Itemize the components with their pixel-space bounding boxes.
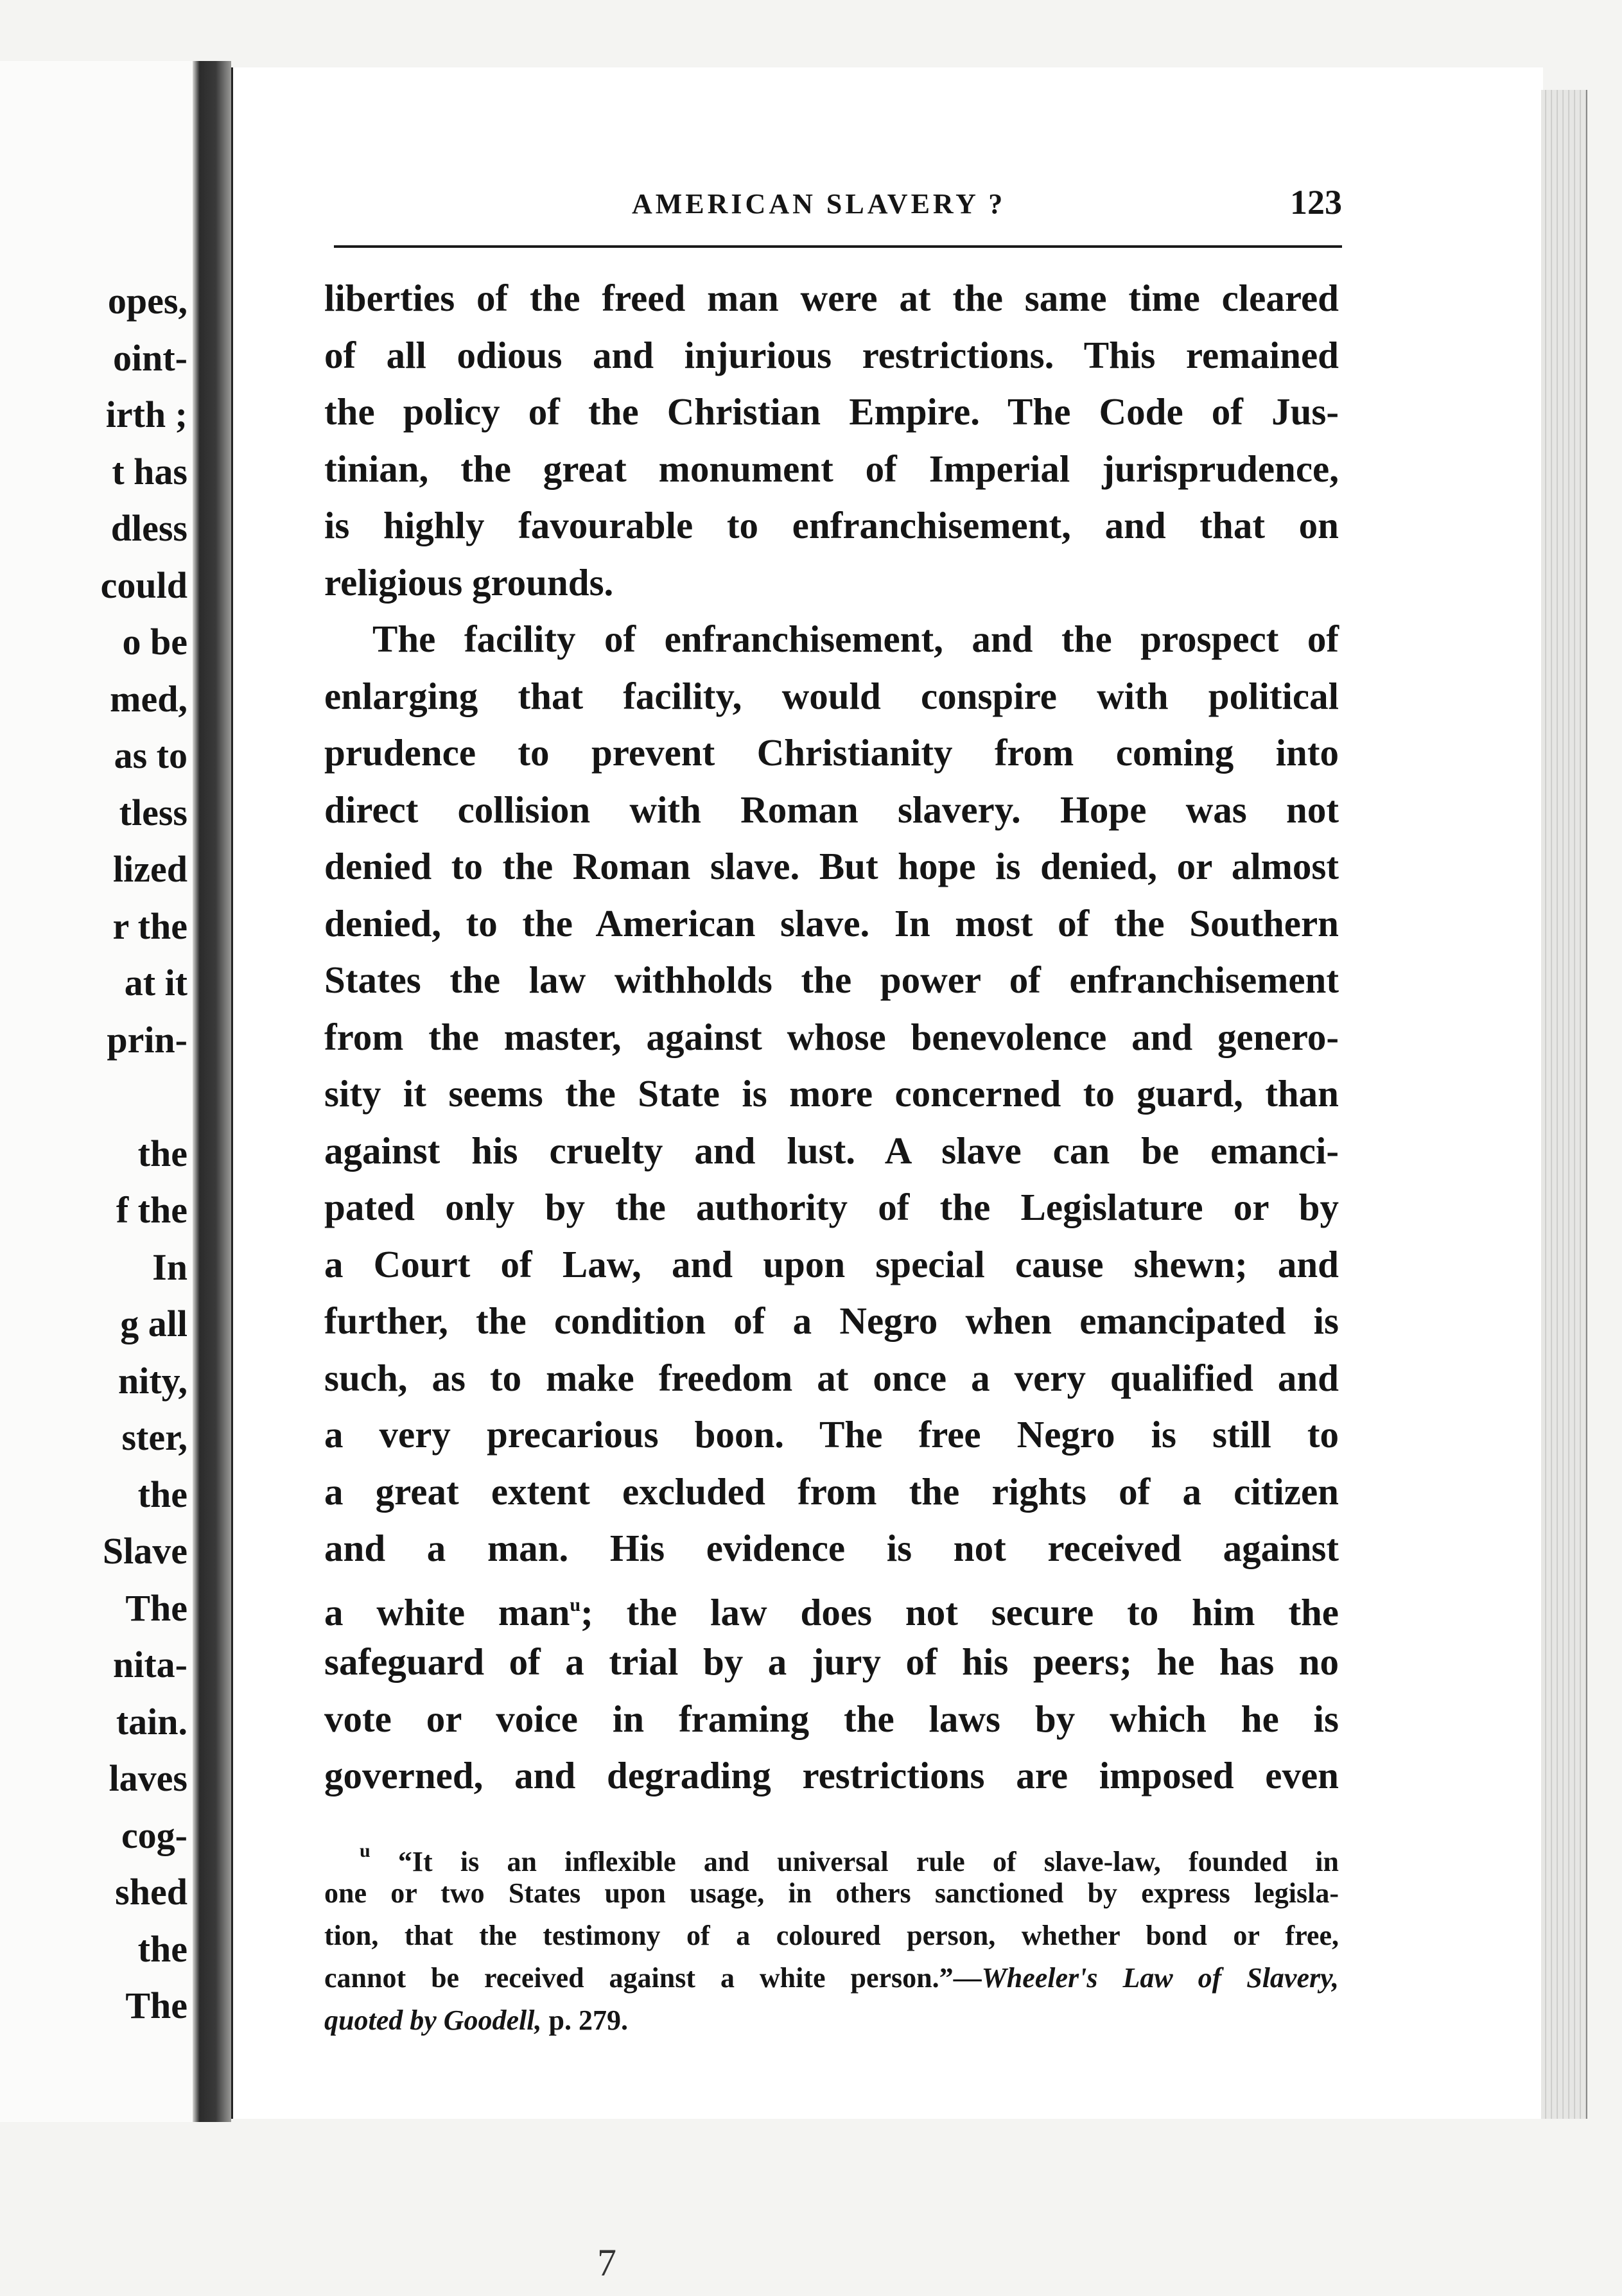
text-line: denied to the Roman slave. But hope is denied, or almost (324, 845, 1339, 887)
text-line: sity it seems the State is more concerned to guard, than (324, 1072, 1339, 1115)
facing-line: In (152, 1246, 187, 1288)
text-line: denied, to the American slave. In most of the Southern (324, 901, 1339, 944)
text-line: a great extent excluded from the rights of a citizen (324, 1470, 1339, 1513)
text-line: further, the condition of a Negro when emancipated is (324, 1300, 1339, 1342)
facing-line: o be (122, 621, 187, 663)
facing-line: r the (112, 905, 187, 947)
facing-line: shed (115, 1871, 187, 1913)
text-line: liberties of the freed man were at the same time cleared (324, 277, 1339, 319)
footnote-text: cannot be received against a white person.”— (324, 1962, 982, 1994)
facing-line: laves (109, 1757, 187, 1799)
text-fragment: ; the law does not secure to him the (580, 1590, 1339, 1633)
footnote-line: tion, that the testimony of a coloured person, whether bond or free, (324, 1920, 1339, 1951)
text-line: enlarging that facility, would conspire with political (324, 674, 1339, 717)
page-edges (1541, 90, 1587, 2119)
text-line: tinian, the great monument of Imperial jurisprudence, (324, 447, 1339, 490)
bottom-mark: 7 (597, 2241, 616, 2284)
text-line: the policy of the Christian Empire. The Code of Jus- (324, 390, 1339, 433)
text-line: against his cruelty and lust. A slave can be emanci- (324, 1129, 1339, 1172)
footnote-citation: quoted by Goodell, (324, 2005, 542, 2036)
text-line: a very precarious boon. The free Negro is still to (324, 1413, 1339, 1456)
facing-line: nity, (118, 1359, 187, 1402)
facing-line: The (125, 1587, 187, 1629)
text-line: safeguard of a trial by a jury of his peers; he has no (324, 1640, 1339, 1683)
body-text (324, 270, 1339, 1804)
text-line: The facility of enfranchisement, and the prospect of (372, 618, 1339, 660)
text-fragment: a white man (324, 1590, 570, 1633)
facing-line: opes, (107, 280, 187, 322)
facing-line: t has (112, 450, 187, 492)
facing-line: the (137, 1927, 187, 1970)
facing-line: cog- (121, 1814, 187, 1856)
facing-page (0, 61, 193, 2122)
text-line: from the master, against whose benevolence and genero- (324, 1015, 1339, 1058)
footnote-line (324, 1957, 1339, 1999)
facing-line: could (100, 564, 187, 606)
footnote-line (324, 1999, 1339, 2042)
text-line: is highly favourable to enfranchisement, and that on (324, 504, 1339, 546)
facing-line: g all (120, 1303, 187, 1344)
text-line: vote or voice in framing the laws by which he is (324, 1697, 1339, 1740)
text-line: prudence to prevent Christianity from coming into (324, 731, 1339, 774)
footnote-ref: u (570, 1594, 581, 1615)
facing-page-text (101, 273, 187, 2035)
text-line: of all odious and injurious restrictions. This remained (324, 333, 1339, 376)
facing-line: the (137, 1132, 187, 1174)
running-head: AMERICAN SLAVERY ? (632, 188, 1006, 220)
facing-line: irth ; (105, 394, 187, 435)
footnote (324, 1830, 1339, 2042)
page-number: 123 (1290, 183, 1342, 222)
facing-line: prin- (107, 1018, 187, 1061)
facing-line: as to (114, 735, 187, 776)
page-header (334, 183, 1342, 238)
facing-line: the (137, 1473, 187, 1515)
facing-line: med, (110, 677, 187, 720)
facing-line: tless (119, 791, 187, 833)
footnote-marker: u (360, 1840, 371, 1861)
footnote-text: p. 279. (541, 2005, 628, 2036)
facing-line: ster, (121, 1416, 187, 1458)
text-line: States the law withholds the power of enfranchisement (324, 959, 1339, 1001)
text-line: governed, and degrading restrictions are imposed even (324, 1754, 1339, 1796)
text-line: such, as to make freedom at once a very qualified and (324, 1356, 1339, 1399)
text-line-with-footnote-ref (324, 1577, 1339, 1634)
facing-line: tain. (116, 1700, 187, 1743)
text-line: pated only by the authority of the Legislature or by (324, 1186, 1339, 1228)
footnote-line: one or two States upon usage, in others sanctioned by express legisla- (324, 1877, 1339, 1909)
text-line: a Court of Law, and upon special cause shewn; and (324, 1242, 1339, 1285)
book-gutter (193, 61, 231, 2122)
facing-line: nita- (113, 1644, 187, 1685)
facing-line: oint- (113, 336, 187, 379)
facing-line: at it (124, 962, 187, 1004)
facing-line: f the (116, 1189, 187, 1231)
header-rule (334, 245, 1342, 248)
text-line: direct collision with Roman slavery. Hope was not (324, 788, 1339, 831)
facing-line: dless (110, 507, 187, 549)
text-line: religious grounds. (324, 561, 614, 604)
footnote-text: “It is an inflexible and universal rule of slave-law, founded in (397, 1846, 1339, 1877)
facing-line: Slave (102, 1530, 187, 1572)
facing-line: The (125, 1985, 187, 2026)
text-line: and a man. His evidence is not received against (324, 1527, 1339, 1569)
footnote-citation: Wheeler's Law of Slavery, (981, 1962, 1339, 1994)
facing-line: lized (113, 848, 187, 890)
facing-line-gap (101, 1068, 187, 1126)
footnote-line (324, 1830, 1339, 1877)
